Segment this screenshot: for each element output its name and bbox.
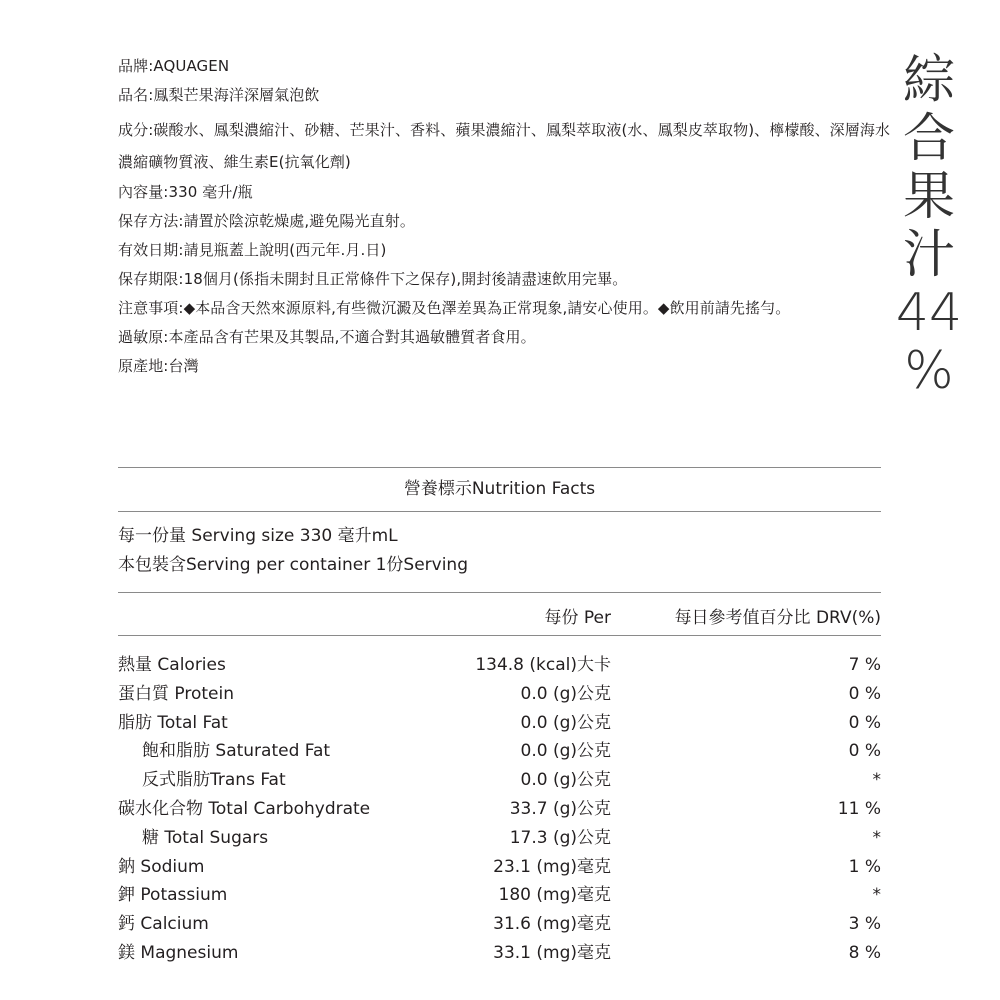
nutrient-per: 0.0 (g)公克: [520, 741, 611, 762]
nutrient-row: [118, 709, 881, 738]
nutrient-drv: 0 %: [848, 712, 881, 733]
nutrient-name: 鈣 Calcium: [118, 914, 209, 935]
nutrition-facts-table: [118, 467, 881, 968]
info-label: 保存期限:: [118, 270, 184, 288]
nutrient-name: 熱量 Calories: [118, 655, 226, 675]
nutrient-drv: 0 %: [848, 741, 881, 762]
info-expiry-date: [118, 240, 893, 261]
info-origin: [118, 356, 893, 377]
nutrient-drv: *: [872, 827, 881, 848]
nutrient-per: 31.6 (mg)毫克: [493, 914, 611, 935]
info-label: 原產地:: [118, 357, 169, 375]
nutrient-drv: 0 %: [848, 683, 881, 704]
nutrient-per: 33.7 (g)公克: [509, 798, 611, 819]
nutrient-name: 鉀 Potassium: [118, 885, 228, 906]
info-label: 保存方法:: [118, 212, 184, 230]
serving-size: 每一份量 Serving size 330 毫升mL: [118, 526, 398, 546]
nutrient-per: 0.0 (g)公克: [520, 712, 611, 733]
info-label: 內容量:: [118, 183, 169, 201]
info-notes: [118, 298, 893, 319]
info-value: 台灣: [168, 357, 199, 375]
servings-per-container: 本包裝含Serving per container 1份Serving: [118, 555, 468, 575]
column-header-per: 每份 Per: [544, 608, 611, 628]
info-value: ◆本品含天然來源原料,有些微沉澱及色澤差異為正常現象,請安心使用。◆飲用前請先搖勻。: [183, 299, 791, 317]
nutrient-row: [118, 651, 881, 680]
serving-info: [118, 512, 881, 592]
info-label: 品牌:: [118, 57, 154, 75]
nutrient-per: 17.3 (g)公克: [509, 827, 611, 848]
mark-percent: %: [904, 341, 954, 401]
nutrient-name: 蛋白質 Protein: [118, 683, 234, 704]
nutrient-per: 180 (mg)毫克: [498, 885, 611, 906]
nutrient-drv: 3 %: [848, 914, 881, 935]
info-value: 330 毫升/瓶: [168, 183, 253, 201]
mark-char: 汁: [902, 225, 955, 285]
nutrient-per: 33.1 (mg)毫克: [493, 942, 611, 963]
info-value: 鳳梨芒果海洋深層氣泡飲: [153, 86, 320, 104]
juice-percentage-mark: [893, 52, 965, 400]
nutrient-per: 23.1 (mg)毫克: [493, 856, 611, 877]
nutrient-per: 134.8 (kcal)大卡: [475, 655, 611, 675]
nutrient-row: [118, 795, 881, 824]
info-shelf-life: [118, 269, 893, 290]
nutrient-name: 飽和脂肪 Saturated Fat: [142, 741, 331, 762]
nutrient-drv: *: [872, 885, 881, 906]
info-value: 本產品含有芒果及其製品,不適合對其過敏體質者食用。: [168, 328, 536, 346]
nutrient-per: 0.0 (g)公克: [520, 770, 611, 791]
nutrient-drv: 7 %: [848, 655, 881, 675]
info-ingredients: [118, 114, 893, 178]
nutrient-drv: *: [872, 770, 881, 791]
nutrient-drv: 1 %: [848, 856, 881, 877]
nutrient-per: 0.0 (g)公克: [520, 683, 611, 704]
mark-number: 44: [895, 283, 963, 343]
info-allergens: [118, 327, 893, 348]
nutrient-row: [118, 881, 881, 910]
nutrition-title: 營養標示Nutrition Facts: [403, 479, 596, 499]
info-value: 請置於陰涼乾燥處,避免陽光直射。: [183, 212, 415, 230]
info-label: 有效日期:: [118, 241, 184, 259]
mark-char: 果: [902, 167, 955, 227]
column-header-drv: 每日參考值百分比 DRV(%): [674, 608, 881, 628]
info-label: 品名:: [118, 86, 154, 104]
nutrient-drv: 11 %: [837, 798, 881, 819]
mark-char: 綜: [902, 51, 955, 111]
product-info: [118, 56, 893, 385]
info-volume: [118, 182, 893, 203]
nutrient-row: [118, 766, 881, 795]
nutrient-row: [118, 939, 881, 968]
nutrient-drv: 8 %: [848, 942, 881, 963]
nutrient-name: 鈉 Sodium: [118, 856, 205, 877]
nutrient-row: [118, 853, 881, 882]
info-label: 過敏原:: [118, 328, 169, 346]
nutrient-row: [118, 910, 881, 939]
info-value: 請見瓶蓋上說明(西元年.月.日): [183, 241, 387, 259]
column-headers: [118, 593, 881, 635]
nutrient-row: [118, 680, 881, 709]
nutrient-rows: [118, 636, 881, 968]
info-storage: [118, 211, 893, 232]
nutrient-name: 反式脂肪Trans Fat: [142, 770, 286, 791]
nutrient-name: 脂肪 Total Fat: [118, 712, 228, 733]
info-value: AQUAGEN: [153, 57, 230, 75]
nutrient-row: [118, 737, 881, 766]
info-brand: [118, 56, 893, 77]
nutrient-row: [118, 824, 881, 853]
info-product-name: [118, 85, 893, 106]
mark-char: 合: [902, 109, 955, 169]
info-value: 18個月(係指未開封且正常條件下之保存),開封後請盡速飲用完畢。: [183, 270, 628, 288]
info-label: 注意事項:: [118, 299, 184, 317]
nutrient-name: 鎂 Magnesium: [118, 942, 239, 963]
nutrient-name: 糖 Total Sugars: [142, 827, 269, 848]
nutrient-name: 碳水化合物 Total Carbohydrate: [118, 798, 371, 819]
info-value: 碳酸水、鳳梨濃縮汁、砂糖、芒果汁、香料、蘋果濃縮汁、鳳梨萃取液(水、鳳梨皮萃取物)、檸檬酸、深層海水濃縮礦物質液、維生素E(抗氧化劑): [118, 121, 891, 171]
info-label: 成分:: [118, 121, 154, 139]
